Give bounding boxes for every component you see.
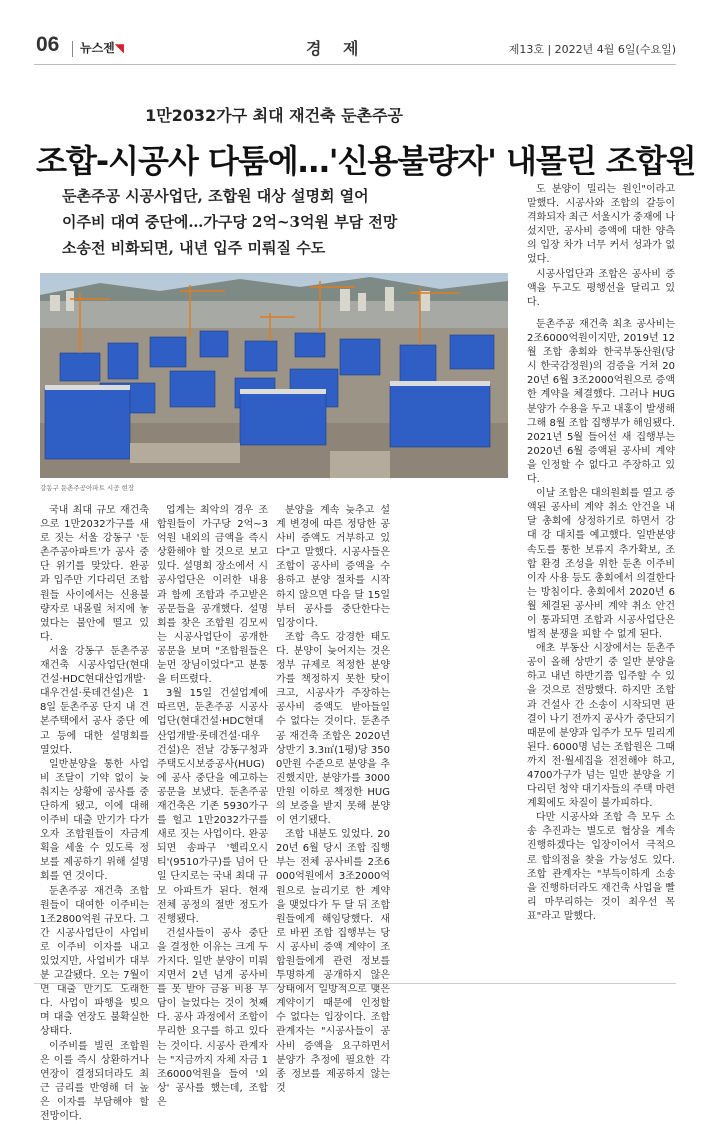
paragraph: 건설사들이 공사 중단을 결정한 이유는 크게 두 가지다. 일반 분양이 미뤄지면서 2년 넘게 공사비를 못 받아 금융 비용 부담이 늘었다는 것이 첫째다. 공사 과정에서 조합이 무리한 요구를 하고 있다는 것이다. 시공사 관계자는 "지금까지 자체 자금 1조6000억원을 들여 '외상' 공사를 했는데, 조합은 [157,927,268,1108]
paragraph: 조합 측도 강경한 태도다. 분양이 늦어지는 것은 정부 규제로 적정한 분양가를 책정하지 못한 탓이 크고, 시공사가 주장하는 공사비 증액도 받아들일 수 없다는 것이다. 둔촌주공 재건축 조합은 2020년 상반기 3.3㎡(1평)당 3500만원 수준으로 분양을 추진했지만, 분양가를 3000만원 이하로 책정한 HUG의 보증을 받지 못해 분양이 연기됐다. [276,631,390,827]
article-column-1 [40,504,149,1124]
article-column-4-top [527,183,675,310]
photo-caption: 강동구 둔촌주공아파트 시공 현장 [40,484,135,492]
page-number: 06 [36,33,60,56]
page-header [36,31,676,61]
paragraph: 둔촌주공 재건축 최초 공사비는 2조6000억원이지만, 2019년 12월 조합 총회와 한국부동산원(당시 한국감정원)의 검증을 거쳐 2020년 6월 3조2000억원으로 증액한 계약을 체결했다. 그러나 HUG 분양가 수용을 두고 내홍이 발생해 그해 8월 조합 집행부가 해임됐다. 2021년 5월 들어선 새 집행부는 2020년 6월 증액된 공사비 계약을 인정할 수 없다고 주장하고 있다. [527,319,675,486]
newspaper-logo [80,39,124,56]
paragraph: 둔촌주공 재건축 조합원들이 대여한 이주비는 1조2800억원 규모다. 그간 시공사업단이 사업비로 이주비 이자를 내고 있었지만, 사업비가 대부분 고갈됐다. 오는 7월이면 대출 만기도 도래한다. 사업이 파행을 빚으며 대출 연장도 불확실한 상태다. [40,885,149,1038]
paragraph: 이날 조합은 대의원회를 열고 증액된 공사비 계약 취소 안건을 내달 총회에 상정하기로 하면서 강 대 강 대치를 예고했다. 일반분양 속도를 통한 보류지 추가확보, 조합 환경 조성을 위한 둔촌 이주비 이자 사용 등도 총회에서 의결한다는 방침이다. 총회에서 2020년 6월 체결된 공사비 계약 취소 안건이 통과되면 조합과 시공사업단은 법적 분쟁을 피할 수 없게 된다. [527,488,675,641]
paragraph: 3월 15일 건설업계에 따르면, 둔촌주공 시공사업단(현대건설·HDC현대산업개발·롯데건설·대우건설)은 전날 강동구청과 주택도시보증공사(HUG)에 공사 중단을 예고하는 공문을 보냈다. 둔촌주공 재건축은 기존 5930가구를 헐고 1만2032가구를 새로 짓는 사업이다. 완공되면 송파구 '헬리오시티'(9510가구)를 넘어 단일 단지로는 국내 최대 규모 아파트가 된다. 현재 전체 공정의 절반 정도가 진행됐다. [157,688,268,925]
paragraph: 시공사업단과 조합은 공사비 증액을 두고도 평행선을 달리고 있다. [527,268,675,308]
header-rule [34,64,676,65]
logo-flag-icon: ◥ [114,41,125,55]
logo-text: 뉴스젠 [80,41,115,55]
article-column-2 [157,504,268,1110]
article-column-4 [527,318,675,924]
paragraph: 애초 부동산 시장에서는 둔촌주공이 올해 상반기 중 일반 분양을 하고 내년 하반기쯤 입주할 수 있을 것으로 전망했다. 하지만 조합과 건설사 간 소송이 시작되면 판결이 나기 전까지 공사가 중단되기 때문에 분양과 입주가 모두 밀리게 된다. 6000명 넘는 조합원은 그때까지 전·월세집을 전전해야 하고, 4700가구가 넘는 일반 분양을 기다리던 청약 대기자들의 주택 마련 계획에도 차질이 불가피하다. [527,643,675,810]
paragraph: 조합 내분도 있었다. 2020년 6월 당시 조합 집행부는 전체 공사비를 2조6000억원에서 3조2000억원으로 늘리기로 한 계약을 맺었다가 두 달 뒤 조합원들에게 해임당했다. 새로 바뀐 조합 집행부는 당시 공사비 증액 계약이 조합원들에게 관련 정보를 투명하게 공개하지 않은 상태에서 일방적으로 맺은 계약이기 때문에 인정할 수 없다는 입장이다. 조합 관계자는 "시공사들이 공사비 증액을 요구하면서 분양가 추정에 필요한 각종 정보를 제공하지 않는 것 [276,829,390,1094]
paragraph: 다만 시공사와 조합 측 모두 소송 추진과는 별도로 협상을 계속 진행하겠다는 입장이어서 극적으로 합의점을 찾을 가능성도 있다. 조합 관계자는 "부득이하게 소송을 진행하더라도 재건축 사업을 빨리 마무리하는 것이 최우선 목표"라고 말했다. [527,812,675,922]
article-subheads [62,183,397,261]
footer-rule [34,983,676,984]
paragraph: 일반분양을 통한 사업비 조달이 기약 없이 늦춰지는 상황에 공사를 중단하게 됐고, 이에 대해 이주비 대출 만기가 다가오자 조합원들이 자금계획을 세울 수 있도록 정보를 제공하기 위해 설명회를 연 것이다. [40,758,149,883]
article-headline: 조합-시공사 다툼에…'신용불량자' 내몰린 조합원 [36,142,696,180]
header-divider [72,41,73,57]
article-kicker: 1만2032가구 최대 재건축 둔촌주공 [145,106,403,125]
paragraph: 업계는 최악의 경우 조합원들이 가구당 2억~3억원 내외의 금액을 즉시 상환해야 할 것으로 보고 있다. 설명회 장소에서 시공사업단은 이러한 내용과 함께 조합과 주고받은 공문들을 공개했다. 설명회를 찾은 조합원 김모씨는 시공사업단이 공개한 공문을 보며 "조합원들은 눈먼 장님이었다"고 분통을 터뜨렸다. [157,505,268,686]
section-title: 경 제 [306,39,367,58]
subhead-line: 소송전 비화되면, 내년 입주 미뤄질 수도 [62,239,326,257]
paragraph: 서울 강동구 둔촌주공 재건축 시공사업단(현대건설·HDC현대산업개발·대우건설·롯데건설)은 18일 둔촌주공 단지 내 견본주택에서 공사 중단 예고 등에 대한 설명회를 열었다. [40,645,149,756]
article-column-3 [276,504,390,1096]
paragraph: 국내 최대 규모 재건축으로 1만2032가구를 새로 짓는 서울 강동구 '둔촌주공아파트'가 공사 중단 위기를 맞았다. 완공과 입주만 기다리던 조합원들 사이에서는 신용불량자로 내몰릴 처지에 놓였다는 불안에 떨고 있다. [40,505,149,643]
paragraph: 분양을 계속 늦추고 설계 변경에 따른 정당한 공사비 증액도 거부하고 있다"고 말했다. 시공사들은 조합이 공사비 증액을 수용하고 분양 절차를 시작하지 않으면 다음 달 15일부터 공사를 중단한다는 입장이다. [276,505,390,629]
paragraph: 이주비를 빌린 조합원은 이를 즉시 상환하거나 연장이 결정되더라도 최근 금리를 반영해 더 높은 이자를 부담해야 할 전망이다. [40,1040,149,1123]
construction-site-photo [40,273,508,478]
subhead-line: 이주비 대여 중단에…가구당 2억~3억원 부담 전망 [62,213,398,231]
subhead-line: 둔촌주공 시공사업단, 조합원 대상 설명회 열어 [62,187,369,205]
paragraph: 도 분양이 밀리는 원인"이라고 말했다. 시공사와 조합의 갈등이 격화되자 최근 서울시가 중재에 나섰지만, 공사비 증액에 대한 양측의 입장 차가 너무 커서 성과가 없었다. [527,184,675,266]
issue-info: 제13호 | 2022년 4월 6일(수요일) [508,43,676,56]
